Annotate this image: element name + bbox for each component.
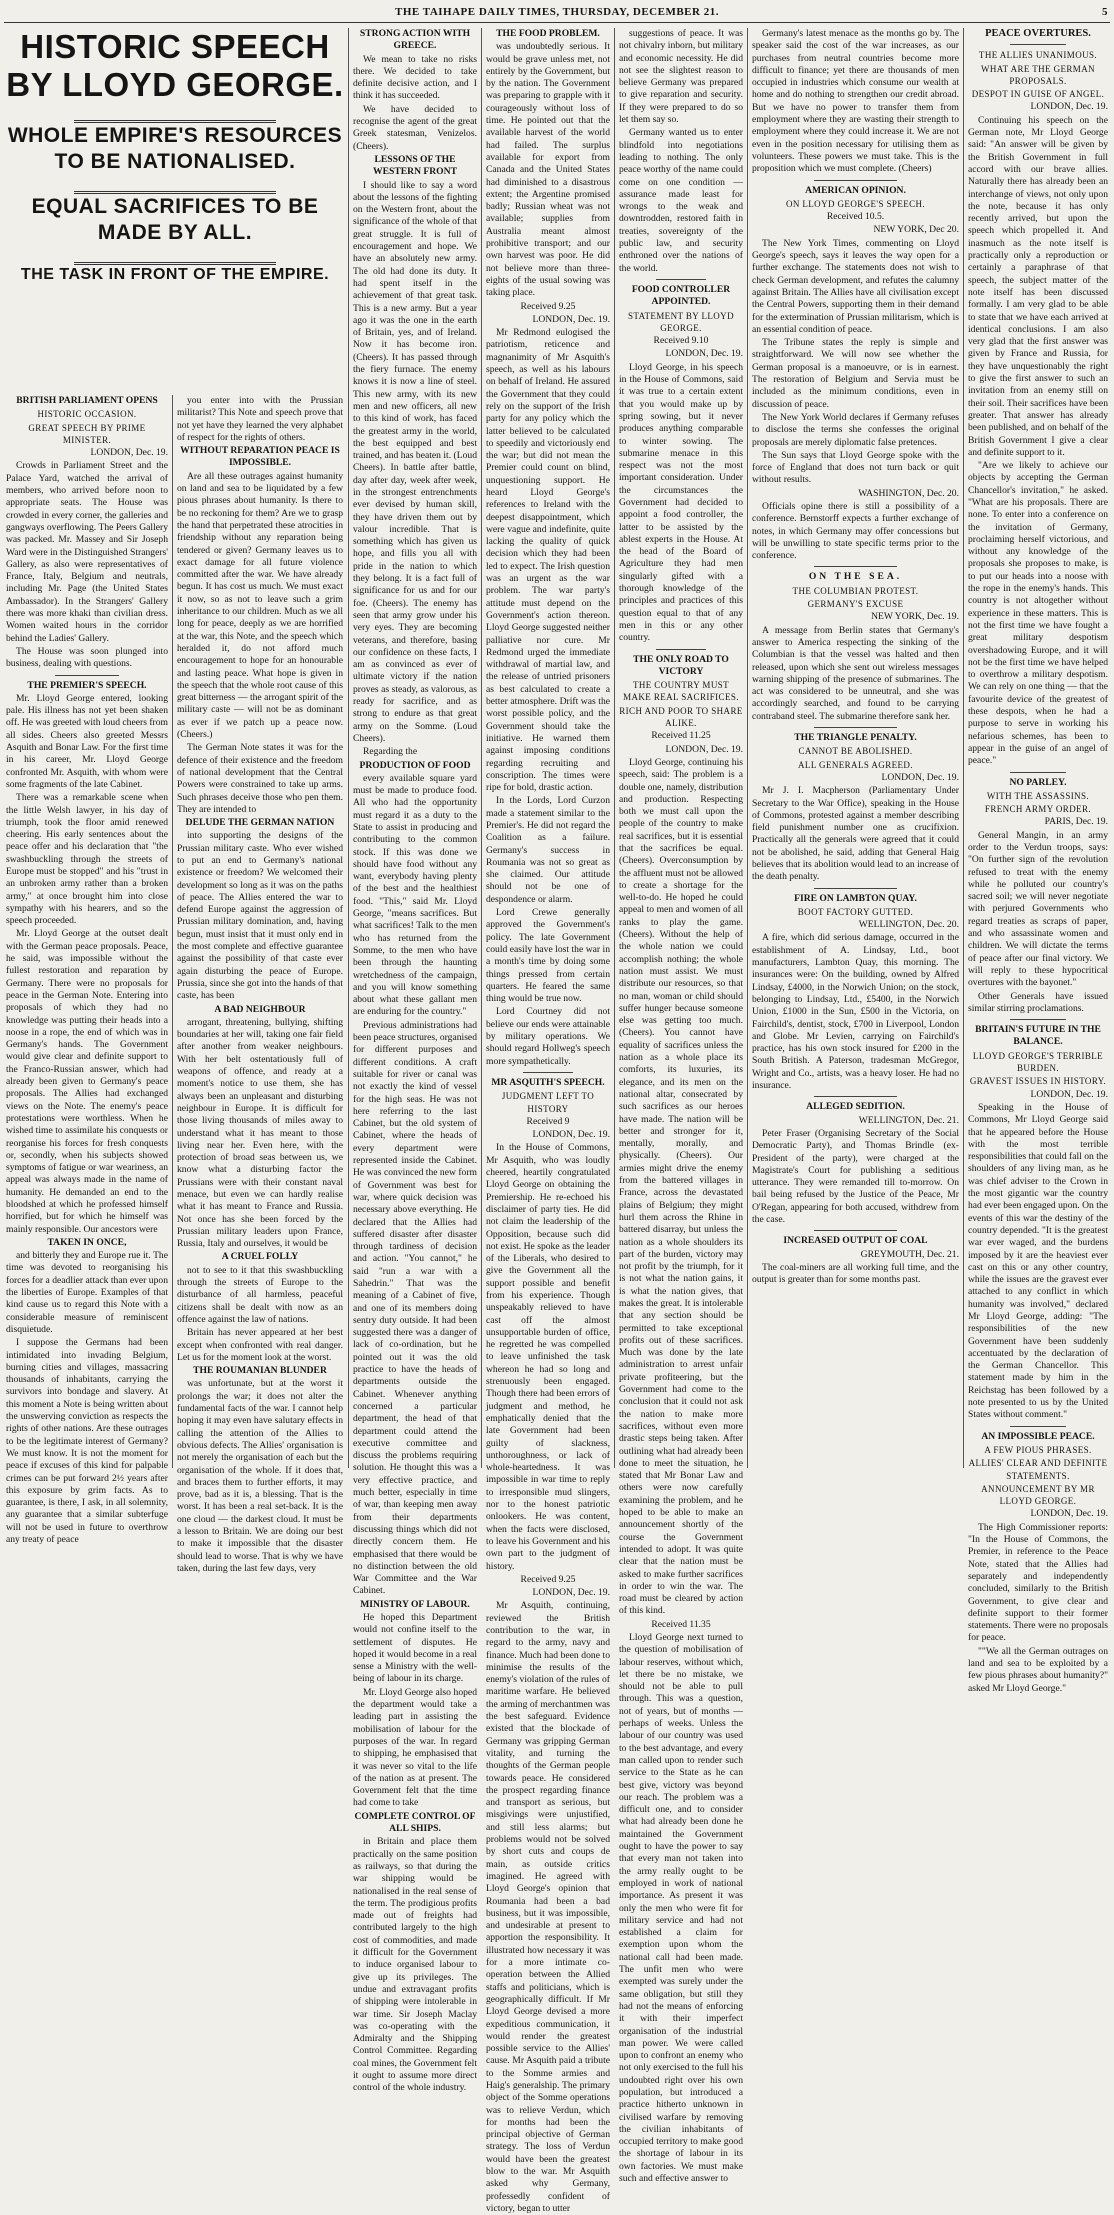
subheading: A FEW PIOUS PHRASES. (984, 1444, 1092, 1455)
paragraph: every available square yard must be made to produce food. All who had the opportunity must regard it as a duty to the State to assist in producing and contributing to the common stock. If this was done we should have food without any want, everybody having plenty of the best and the healthiest food. "This," said Mr. Lloyd George, "means sacrifices. But what sacrifices! Talk to the men who has returned from the Somme, to the men who have been through the haunting wretchedness of the campaign, and you will know something about what these gallant men are enduring for the country." (353, 772, 477, 1018)
dateline: WASHINGTON, Dec. 20. (858, 487, 959, 499)
subheading: ALL GENERALS AGREED. (798, 759, 913, 770)
divider (656, 649, 706, 650)
received-time: Received 10.5. (826, 211, 885, 223)
paragraph: Mr Redmond eulogised the patriotism, reticence and magnanimity of Mr Asquith's speech, as well as his labours on behalf of Ireland. He assured the Government that they could rely on the support of the Irish party for any policy which the latter believed to be calculated to speedily and victoriously end the war; but did not mean the Premier could count on blind, unquestioning support. He heard Lloyd George's references to Ireland with the deepest disappointment, which were vague and indefinite, quite lacking the quality of quick decision which they had been led to expect. The Irish question was an urgent as the war problem. The war party's attitude must depend on the Government's action thereon. Lloyd George suggested neither palliative nor cure. Mr Redmond urged the immediate withdrawal of martial law, and the release of untried prisoners as best calculated to create a better atmosphere. Drift was the worst possible policy, and the Government should take the initiative. He warned them against imposing conditions regarding recruiting and conscription. The times were ripe for bold, drastic action. (486, 327, 610, 794)
section-heading: WITHOUT REPARATION PEACE IS IMPOSSIBLE. (180, 445, 340, 469)
dateline: LONDON, Dec. 19. (90, 447, 168, 459)
section-heading: INCREASED OUTPUT OF COAL (783, 1235, 928, 1247)
paragraph: Lloyd George next turned to the question of mobilisation of labour reserves, without which, let there be no mistake, we should not be able to pull through. This was a question, not of years, but of months — perhaps of weeks. Unless the labour of our country was used to the best advantage, and every man called upon to render such service to the State as he can best give, victory was beyond our reach. The problem was a difficult one, and to consider what had already been done he maintained the Government ought to have the power to say that every man not taken into the army really ought to be employed in work of national importance. As present it was only the men who were fit for military service and had not established a claim for exemption upon whom the national call had been made. The unfit men who were exempted was surely under the same obligation, but still they had not the means of enforcing it with their imperfect organisation of the industrial man power. We were called upon to confront an enemy who not only exercised to the full his undoubted right over his own population, but introduced a practice hitherto unknown in civilised warfare by removing the civilian inhabitants of occupied territory to make good the shortage of labour in its own factories. We must make such and effective answer to (619, 1632, 743, 2185)
subheading: WITH THE ASSASSINS. (986, 790, 1090, 801)
section-heading: LESSONS OF THE WESTERN FRONT (373, 153, 457, 178)
paragraph: We have decided to recognise the agent of the great Greek statesman, Venizelos. (Cheers). (353, 103, 477, 152)
paragraph: Are all these outrages against humanity on land and sea to be liquidated by a few pious phrases about humanity. Is there to be no reckoning for them? Are we to grasp the hand that perpetrated these atrocities in friendship without any reparation being tendered or given? Germany leaves us to exact damage for all future violence committed after the war. We have already begun. It has cost us much. We must exact it now, so as not to leave such a grim inheritance to our children. Much as we all long for peace, deeply as we are horrified at the war, this Note, and the speech which heralded it, do not afford much encouragement to hope for an honourable and lasting peace. What hope is given in the speech that the whole root cause of this great bitterness — the arrogant spirit of the military caste — will not be as dominant as ever if we patch up a peace now. (Cheers.) (177, 470, 343, 741)
paragraph: Previous administrations had been peace structures, organised for different purposes and different conditions. A craft suitable for river or canal was not exactly the kind of vessel for the high seas. He was not here referring to the last Cabinet, but the old system of Cabinet, where the heads of every department were represented inside the Cabinet. He was convinced the new form of Government was best for war, where quick decision was necessary above everything. He declared that the Allies had suffered disaster after disaster through tardiness of decision and action. "You cannot," he said "run a war with a Sahedrin." That was the meaning of a Cabinet of five, and one of its members doing sentry duty outside. It had been suggested there was a danger of lack of co-ordination, but he pointed out it was the old practice to have the heads of departments outside the Cabinet. Whenever anything concerned a particular department, the head of that department could attend the executive committee and discuss the problems requiring solution. He thought this was a very effective practice, and much better, especially in time of war, than keeping men away from their departments discussing things which did not directly concern them. He emphasised that there would be no distinction between the old War Committee and the War Cabinet. (353, 1019, 477, 1597)
paragraph: The High Commissioner reports: "In the House of Commons, the Premier, in reference to the Peace Note, stated that the Allies had separately and independently concluded, similarly to the British Government, to give clear and definite support to their former statements. There were no proposals for peace. (968, 1521, 1108, 1644)
paragraph: not to see to it that this swashbuckling through the streets of Europe to the disturbance of all harmless, peaceful citizens shall be dealt with now as an offence against the law of nations. (177, 1264, 343, 1325)
paragraph: ""We all the German outrages on land and sea to be exploited by a few pious phrases about humanity?" asked Mr Lloyd George." (968, 1645, 1108, 1694)
dateline: PARIS, Dec. 19. (1044, 816, 1108, 828)
section-heading: THE PREMIER'S SPEECH. (27, 679, 147, 691)
paragraph: Germany's latest menace as the months go by. The speaker said the cost of the war increases, as our purchases from neutral countries become more difficult to finance; yet there are thousands of men occupied in industries which consume our wealth at home and do nothing to strengthen our credit abroad. But we have no power to transfer them from employment where they are wasting their strength to employment where they could increase it. We are not even in the position necessary for utilising them as volunteers. These powers we must take. This is the proposition which we must complete. (Cheers) (752, 28, 959, 175)
divider (814, 180, 897, 181)
dateline: GREYMOUTH, Dec. 21. (860, 1248, 959, 1260)
subheading: GREAT SPEECH BY PRIME MINISTER. (28, 422, 146, 445)
deck-headline-2: EQUAL SACRIFICES TO BE MADE BY ALL. (31, 195, 319, 244)
divider (1010, 1426, 1066, 1427)
paragraph: arrogant, threatening, bullying, shifting boundaries at her will, taking one fair field after another from weaker neighbours. With her belt ostentatiously full of weapons of offence, and ready at a moment's notice to use them, she has always been an unpleasant and disturbing neighbour in Europe. It is difficult for those living thousands of miles away to understand what it has meant to those living near her. Even here, with the protection of broad seas between us, we know what a disturbing factor the Prussians were with their constant naval menace, but even we can hardly realise what it has meant to France and Russia. Not once has she been forced by the Prussian military leaders upon France, Russia, Italy and ourselves, it would be (177, 1016, 343, 1250)
section-heading: PEACE OVERTURES. (985, 28, 1091, 39)
top-rule (4, 22, 1110, 23)
paragraph: In the Lords, Lord Curzon made a statement similar to the Premier's. He did not regard the Coalition as a failure. Germany's success in Roumania was not so great as she claimed. Our attitude should not be one of despondence or alarm. (486, 795, 610, 905)
paragraph: Speaking in the House of Commons, Mr Lloyd George said that he appeared before the House with the most terrible responsibilities that could fall on the shoulders of any living man, as he was chief adviser to the Crown in the most gigantic war the country had ever been engaged upon. On the events of this war the destiny of the country depended. "It is the greatest war ever waged, and the burdens imposed by it are the heaviest ever cast on this or any other country, while the issues are the gravest ever attached to any conflict in which humanity was involved," declared Mr Lloyd George, adding: "The responsibilities of the new Government have been suddenly accentuated by the declaration of the German Chancellor. This statement made by him in the Reichstag has been followed by a note presented to us by the United States without comment." (968, 1101, 1108, 1421)
received-time: Received 9.25 (520, 300, 576, 312)
paragraph: was undoubtedly serious. It would be grave unless met, not entirely by the Government, but by the nation. The Government was preparing to grapple with it courageously without loss of time. He pointed out that the available harvest of the world had failed. The surplus available for export from Canada and the United States had diminished to a disastrous extent; the Argentine promised badly; Russian wheat was not available; supplies from Australia meant almost prohibitive transport; and our own harvest was poor. He did not believe more than three-eights of the usual sowing was taking place. (486, 41, 610, 299)
divider (814, 727, 897, 728)
dateline: LONDON, Dec. 19. (532, 1587, 610, 1599)
paragraph: The New York World declares if Germany refuses to disclose the terms she confesses the original proposals are merely diplomatic false pretences. (752, 411, 959, 448)
divider (814, 888, 897, 889)
column-rule (747, 28, 748, 1468)
paragraph: Lloyd George, in his speech in the House of Commons, said it was true to a certain extent that you would make up by spring sowing, but it never produces anything comparable to winter sowing. The submarine menace in this respect was not the most important consideration. Under the circumstances the Government had decided to appoint a food controller, the latter to be assisted by the ablest experts in the House. At the head of the Board of Agriculture they had men singularly gifted with a thorough knowledge of the principles and practices of this question equal to that of any men in this or any other country. (619, 361, 743, 644)
section-heading: MR ASQUITH'S SPEECH. (491, 1076, 605, 1088)
column-3 (177, 395, 343, 1574)
divider (1010, 44, 1066, 45)
paragraph: Mr Asquith, continuing, reviewed the British contribution to the war, in regard to the army, navy and finance. Much had been done to minimise the results of the enemy's violation of the rules of maritime warfare. He believed the arming of merchantmen was the best safeguard. Evidence existed that the blockade of Germany was gripping German vitality, and turning the thoughts of the German people towards peace. He considered the prospect regarding finance and transport as serious, but misgivings were unjustified, and still less alarms; but problems would not be solved by short cuts and coups de main, as outside critics imagined. He agreed with Lloyd George's opinion that Roumania had been a bad business, but it was impossible, and undesirable at present to apportion the responsibility. It illustrated how necessary it was for a more intimate co-operation between the Allied staffs and politicians, which is geographically difficult. If Mr Lloyd George devised a more expeditious communication, it would render the greatest possible service to the Allies' cause. Mr Asquith paid a tribute to the Somme armies and Haig's generalship. The primary object of the Somme operations was to relieve Verdun, which for months had been the principal objective of German strategy. The loss of Verdun would have been the greatest blow to the war. Mr Asquith asked why Germany, professedly confident of victory, began to utter (486, 1600, 610, 2214)
dateline: NEW YORK, Dec. 19. (871, 611, 959, 623)
section-heading: A CRUEL FOLLY (221, 1251, 299, 1263)
column-rule (614, 28, 615, 1468)
section-heading: NO PARLEY. (1009, 776, 1067, 788)
section-heading: THE FOOD PROBLEM. (496, 28, 600, 39)
column-7 (752, 28, 959, 1468)
section-heading: STRONG ACTION WITH GREECE. (359, 28, 471, 52)
divider (814, 1230, 897, 1231)
column-2 (6, 395, 168, 1546)
received-time: Received 9.10 (653, 335, 709, 347)
section-heading: ON THE SEA. (808, 571, 903, 583)
section-heading: BRITISH PARLIAMENT OPENS (16, 395, 158, 406)
dateline: LONDON, Dec. 19. (532, 1129, 610, 1141)
section-heading: THE ROUMANIAN BLUNDER (193, 1365, 327, 1377)
paragraph: Mr. Lloyd George also hoped the department would take a leading part in assisting the mobilisation of labour for the purposes of the war. In regard to shipping, he emphasised that it was never so vital to the life of the nation as at present. The Government felt that the time had come to take (353, 1686, 477, 1809)
divider (1010, 1019, 1066, 1020)
subheading: RICH AND POOR TO SHARE ALIKE. (619, 705, 743, 729)
received-time: Received 9.25 (520, 1573, 576, 1585)
paragraph: "Are we likely to achieve our objects by accepting the German Chancellor's invitation," he asked. "What are his proposals. There are none. To enter into a conference on the invitation of Germany, proclaiming herself victorious, and without any knowledge of the proposals she proposes to make, is to put our heads into a noose with the rope in the enemy's hands. This country is not altogether without experience in these matters. This is not the first time we have fought a great military despotism overshadowing Europe, and it will not be the first time we have helped to overthrow a military despotism. We can rely on one thing — that the favourite device of the greatest of these despots, when he had a purpose to serve in working his nefarious schemes, has been to appear in the guise of an angel of peace." (968, 460, 1108, 767)
received-time: Received 11.35 (651, 1618, 711, 1630)
paragraph: I suppose the Germans had been intimidated into invading Belgium, burning cities and villages, massacring thousands of inhabitants, carrying the survivors into bondage and slavery. At this moment a Note is being written about the unswerving conviction as respects the rights of other nations. Are these outrages to be the legitimate interest of Germany? We must know. It is not the moment for peace if excuses of this kind for palpable crimes can be put forward 2½ years after this exposure by grim facts. As to guarantee, is there, I ask, in all solemnity, any guarantee that a similar subterfuge will not be used in future to overthrow any treaty of peace (6, 1337, 168, 1546)
paragraph: A message from Berlin states that Germany's answer to America respecting the sinking of the Columbian is that the vessel was halted and then released, upon which she sent out wireless messages warning shipping of the presence of submarines. The act was considered to be unneutral, and she was accordingly searched, and found to be carrying contraband steel. The submarine therefore sank her. (752, 624, 959, 722)
subheading: LLOYD GEORGE'S TERRIBLE BURDEN. (972, 1050, 1104, 1074)
subheading: WHAT ARE THE GERMAN PROPOSALS. (980, 63, 1096, 86)
paragraph: in Britain and place them practically on the same position as railways, so that during the war shipping would be nationalised in the real sense of the term. The prodigious profits made out of freights had contributed largely to the high cost of commodities, and made it difficult for the Government to induce organised labour to give up its privileges. The undue and extravagant profits of shipping were intolerable in war time. Sir Joseph Maclay was co-operating with the Admiralty and the Shipping Control Committee. Regarding coal mines, the Government felt it ought to assume more direct control of the whole industry. (353, 1836, 477, 2094)
subheading: ANNOUNCEMENT BY MR LLOYD GEORGE. (981, 1483, 1095, 1507)
dateline: WELLINGTON, Dec. 21. (858, 1114, 959, 1126)
subheading: CANNOT BE ABOLISHED. (798, 746, 913, 757)
masthead (0, 4, 1114, 22)
column-rule (481, 28, 482, 1468)
deck-headline-3: THE TASK IN FRONT OF THE EMPIRE. (20, 266, 330, 283)
paragraph: Regarding the (363, 746, 418, 758)
section-heading: ALLEGED SEDITION. (806, 1101, 905, 1113)
subheading: ALLIES' CLEAR AND DEFINITE STATEMENTS. (968, 1458, 1108, 1481)
paragraph: Mr. Lloyd George entered, looking pale. His illness has not yet been shaken off. He was greeted with loud cheers from all sides. Cheers also greeted Messrs Asquith and Bonar Law. For the first time in his career, Mr. Lloyd George confronted Mr. Asquith, with whom were some fragments of the late Cabinet. (6, 692, 168, 790)
paragraph: was unfortunate, but at the worst it prolongs the war; it does not alter the fundamental facts of the war. I cannot help hoping it may even have salutary effects in calling the attention of the Allies to obvious defects. The Allies' organisation is not merely the organisation of each but the organisation of the whole. If it does that, and braces them to further efforts, it may prove, bad as it is, a blessing. That is the worst. It has been a real set-back. It is the one cloud — the darkest cloud. It must be a lesson to Britain. We are doing our best to make it impossible that the disaster should lead to worse. That is why we have taken, during the last few days, very (177, 1378, 343, 1574)
paragraph: The New York Times, commenting on Lloyd George's speech, says it leaves the way open for a further exchange. The statements does not wish to check German development, and refutes the calumny against Britain. The Allies have all civilisation except the Central Powers, supporting them in their demand for the extermination of Prussian militarism, which is an essential condition of peace. (752, 237, 959, 335)
dateline: WELLINGTON, Dec. 20. (858, 919, 959, 931)
paragraph: Lord Crewe generally approved the Government's policy. The late Government could easily have lost the war in a month's time by doing some things pressed from certain quarters. He feared the same thing would be true now. (486, 907, 610, 1005)
column-rule (172, 395, 173, 1468)
column-6 (619, 28, 743, 2185)
dateline: LONDON, Dec. 19. (532, 313, 610, 325)
paragraph: There was a remarkable scene when the little Welsh lawyer, in his day of triumph, took the floor amid renewed cheering. His early sentences about the peace offer and his declaration that "the swashbuckling through the streets of Europe must be stopped" and his "trust in an unbroken army rather than a broken army," at once brought him into close sympathy with his hearers, and so the speech proceeded. (6, 792, 168, 927)
paragraph: A fire, which did serious damage, occurred in the establishment of A. Lindsay, Ltd., boot manufacturers, Lambton Quay, this morning. The insurances were: On the building, owned by Alfred Lindsay, £4000, in the Norwich Union; on the stock, belonging to Lindsay, Ltd., £5400, in the Norwich Union, £1000 in the Sun, £500 in the Victoria, on Fairchild's, dentist, stock, £700 in Liverpool, London and Globe. Mr Levien, carrying on Fairchild's practice, has his own stock insured for £200 in the South British. A Paterson, tradesman McGregor, Wright and Co., artists, was a heavy loser. He had no insurance. (752, 932, 959, 1092)
subheading: THE COLUMBIAN PROTEST. (792, 585, 919, 596)
column-4 (353, 28, 477, 2094)
paragraph: Germany wanted us to enter blindfold into negotiations leading to nothing. The only peace worthy of the name could come on one condition — assurance made least for wrongs to the weak and downtrodden, restored faith in treaties, sovereignty of the public law, and security enthroned over the nations of the world. (619, 127, 743, 274)
subheading: HISTORIC OCCASION. (37, 409, 137, 420)
section-heading: THE ONLY ROAD TO VICTORY (633, 653, 729, 677)
paragraph: General Mangin, in an army order to the Verdun troops, says: "On further sign of the revolution refused to treat with the enemy while he polluted our country's sacred soil; we will never negotiate with perjured Governments who regard treaties as scraps of paper, and who assassinate women and children. We will dictate the terms of peace after our final victory. We will reply to these hypocritical overtures with the bayonet." (968, 829, 1108, 989)
divider (523, 1072, 573, 1073)
section-heading: FIRE ON LAMBTON QUAY. (794, 892, 917, 904)
page-number: 5 (1102, 6, 1108, 18)
paragraph: Officials opine there is still a possibility of a conference. Bernstorff expects a further exchange of notes, in which Germany may offer concessions but will be unwilling to state specific terms prior to the conference. (752, 500, 959, 562)
dateline: LONDON, Dec. 19. (665, 743, 743, 755)
section-heading: TAKEN IN ONCE, (47, 1236, 127, 1248)
subheading: BOOT FACTORY GUTTED. (797, 906, 914, 917)
paragraph: We mean to take no risks there. We decided to take definite decisive action, and I think it has succeeded. (353, 53, 477, 102)
dateline: LONDON, Dec. 19. (665, 348, 743, 360)
dateline: LONDON, Dec. 19. (1030, 101, 1108, 113)
subheading: STATEMENT BY LLOYD GEORGE. (628, 310, 734, 333)
paragraph: I should like to say a word about the lessons of the fighting on the Western front, about the significance of the whole of that great struggle. It is full of encouragement and hope. We have an absolutely new army. The old had done its duty. It had spent itself in the achievement of that great task. This is a new army. But a year ago it was the one in the earth of Britain, yes, and of Ireland. Now it has become iron. (Cheers). It has passed through the fiery furnace. The enemy knows it is now a line of steel. This new army, with its new men and new officers, all new to this kind of work, has faced the greatest army in the world, the best equipped and best trained, and has beaten it. (Loud Cheers). In battle after battle, day after day, week after week, in the strongest entrenchments ever devised by human skill, they have driven them out by valour incredible. That is something which has given us hope, and fills you all with pride in the nation to which they belong. It is a fact full of significance for us and for our foe. (Cheers). The enemy has seen that army grow under his very eyes. They are becoming veterans, and therefore, basing our confidence on these facts, I am as convinced as ever of ultimate victory if the nation proves as steady, as valorous, as ready for sacrifice, and as strong to endure as that great army on the Somme. (Loud Cheers). (353, 179, 477, 744)
section-heading: DELUDE THE GERMAN NATION (185, 817, 335, 829)
subheading: THE ALLIES UNANIMOUS. (978, 50, 1098, 61)
column-rule (963, 28, 964, 1468)
main-headline: HISTORIC SPEECH BY LLOYD GEORGE. (6, 28, 344, 103)
paragraph: In the House of Commons, Mr Asquith, who was loudly cheered, heartily congratulated Lloyd George on obtaining the Premiership. He re-echoed his disclaimer of party ties. He did not claim the leadership of the Opposition, because such did not exist. He spoke as the leader of the Liberals, who desired to give the Government all the support possible and benefit from his experience. Though unspeakably relieved to have cast off the almost unsupportable burden of office, he regretted he was compelled to leave unfinished the task whereon he had so long and strenuously been engaged. Though there had been errors of judgment and method, he emphatically denied that the late Government had been guilty of slackness, unthoroughness, or lack of whole-heartedness. It was impossible in war time to reply to irresponsible mud slingers, nor to the honest patriotic onlookers. He was content, when the facts were disclosed, to leave his Government and his own part to the judgment of history. (486, 1142, 610, 1572)
subheading: FRENCH ARMY ORDER. (984, 804, 1092, 815)
section-heading: A BAD NEIGHBOUR (214, 1003, 306, 1015)
divider (814, 566, 897, 567)
divider (1010, 772, 1066, 773)
paragraph: Britain has never appeared at her best except when confronted with real danger. Let us for the moment look at the worst. (177, 1327, 343, 1363)
section-heading: BRITAIN'S FUTURE IN THE BALANCE. (975, 1024, 1101, 1048)
section-heading: MINISTRY OF LABOUR. (360, 1598, 470, 1610)
paragraph: The coal-miners are all working full time, and the output is greater than for some months past. (752, 1261, 959, 1286)
paragraph: Lord Courtney did not believe our ends were attainable by military operations. We should regard Hollweg's speech more sympathetically. (486, 1006, 610, 1067)
divider (55, 675, 120, 676)
subheading: THE COUNTRY MUST MAKE REAL SACRIFICES. (623, 680, 739, 703)
paragraph: Mr. Lloyd George at the outset dealt with the German peace proposals. Peace, he said, was impossible without the fullest restoration and reparation by Germany. There were no proposals for peace in the German Note. Entering into proposals of which they had no knowledge was putting their heads into a noose in a rope, the end of which was in Germany's hands. The Government would give clear and definite support to the Franco-Russian answer, which had already been given to Germany's peace proposals. The Allies had exchanged views on the Note. The enemy's peace protestations were worthless. When he wished time to assimilate his conquests or reorganise his forces for fresh conquests or, secondly, when his subjects showed symptoms of fatigue or war weariness, an appeal was always made in the name of humanity. He demanded an end to the bloodshed at which he professed himself horrified, but for which he himself was mainly responsible. Our ancestors were (6, 928, 168, 1235)
received-time: Received 11.25 (651, 730, 711, 742)
paragraph: Peter Fraser (Organising Secretary of the Social Democratic Party), and Thomas Brindle (ex-President of the party), were charged at the Magistrate's Court for publishing a seditious utterance. They were remanded till to-morrow. On bail being refused by the Justice of the Peace, Mr O'Regan, appearing for both accused, withdrew from the case. (752, 1127, 959, 1226)
paragraph: The Sun says that Lloyd George spoke with the force of England that does not turn back or quit without results. (752, 449, 959, 486)
subheading: JUDGMENT LEFT TO HISTORY (501, 1091, 595, 1114)
paragraph: Crowds in Parliament Street and the Palace Yard, watched the arrival of members, who arrived before noon to appropriate seats. The House was crowded in every corner, the galleries and gangways overflowing. The Peers Gallery was packed. Mr. Massey and Sir Joseph Ward were in the Distinguished Strangers' Gallery, as also were representatives of France, Italy, Belgium and neutrals, including Mr. Page (the United States Ambassador). In the Strangers' Gallery there was more khaki than civilian dress. Women waited hours in the corridor behind the Ladies' Gallery. (6, 460, 168, 644)
received-time: Received 9 (526, 1115, 570, 1127)
paragraph: Mr J. I. Macpherson (Parliamentary Under Secretary to the War Office), speaking in the House of Commons, protested against a member describing field punishment number one as crucifixion. Practically all the generals were agreed that it could not be abolished, he said, adding that General Haig believes that its abolition would lead to an increase of the death penalty. (752, 785, 959, 883)
paragraph: Lloyd George, continuing his speech, said: The problem is a double one, namely, distribution and production. Respecting both we must call upon the people of the country to make real sacrifices, but it is essential that the sacrifices be equal. (Cheers). Overconsumption by the affluent must not be allowed to create a shortage for the well-to-do. He hoped he could appeal to men and women of all ranks to play the game. (Cheers). Without the help of the whole nation we could accomplish nothing; the whole nation must assist. We must distribute our resources, so that no man, woman or child should suffer hunger because someone else was getting too much. (Cheers). You cannot have equality of sacrifices unless the nation as a whole place its comforts, its luxuries, its elegance, and its men on the national altar, consecrated by such sacrifices as our heroes have made. The nation will be better and stronger for it, mentally, morally, and physically. (Cheers). Our armies might drive the enemy from the battered villages in France, across the devastated plains of Belgium; they might hurl them across the Rhine in battered disarray, but unless the nation as a whole shoulders its part of the burden, victory may not profit by the triumph, for it is not what the nation gains, it is what the nation gives, that makes the great. It is intolerable that any section should be permitted to take exceptional profits out of these sacrifices. Much was done by the late administration to arrest unfair private profiteering, but the Government had come to the conclusion that it could not ask the nation to make more sacrifices, without even more drastic steps being taken. After outlining what had already been done to meet the situation, he stated that Mr Bonar Law and others were now carefully examining the problem, and he hoped to be able to make an announcement shortly of the course the Government intended to adopt. It was quite clear that the nation must be asked to make further sacrifices in order to win the war. The road must be cleared by action of this kind. (619, 756, 743, 1617)
masthead-title: THE TAIHAPE DAILY TIMES, THURSDAY, DECEMBER 21. (395, 6, 719, 18)
subheading: DESPOT IN GUISE OF ANGEL. (971, 89, 1105, 100)
paragraph: Other Generals have issued similar stirring proclamations. (968, 990, 1108, 1014)
paragraph: you enter into with the Prussian militarist? This Note and speech prove that not yet have they learned the very alphabet of respect for the rights of others. (177, 395, 343, 443)
column-5 (486, 28, 610, 2214)
divider (814, 1096, 897, 1097)
subheading: GRAVEST ISSUES IN HISTORY. (969, 1076, 1107, 1087)
paragraph: The Tribune states the reply is simple and straightforward. We will now see whether the German proposal is a manoeuvre, or is in earnest. The restoration of Belgium and Servia must be included as the minimum conditions, even in discussion of peace. (752, 337, 959, 410)
paragraph: The German Note states it was for the defence of their existence and the freedom of national development that the Central Powers were constrained to take up arms. Such phrases deceive those who pen them. They are intended to (177, 742, 343, 815)
subheading: ON LLOYD GEORGE'S SPEECH. (785, 198, 926, 209)
section-heading: AN IMPOSSIBLE PEACE. (981, 1430, 1095, 1442)
section-heading: THE TRIANGLE PENALTY. (794, 732, 917, 744)
deck-headline-1: WHOLE EMPIRE'S RESOURCES TO BE NATIONALISED. (7, 124, 343, 173)
section-heading: FOOD CONTROLLER APPOINTED. (631, 283, 731, 308)
paragraph: Continuing his speech on the German note, Mr Lloyd George said: "An answer will be given by the British Government in full accord with our brave allies. Naturally there has already been an interchange of views, not only upon the note, because it has only recently arrived, but upon the speech which propelled it. And inasmuch as the note itself is practically only a reproduction or certainly a paraphrase of that speech, the subject matter of the note itself has been discussed formally. I am very glad to be able to state that we have each arrived at identical conclusions. I am also very glad that the first answer was given by France and Russia, for they have unquestionably the right to give the first answer to such an invitation from an enemy still on their soil. Their sacrifices have been greater. That answer has already been published, and on behalf of the British Government I give a clear and definite support to it. (968, 114, 1108, 458)
divider (656, 279, 706, 280)
paragraph: into supporting the designs of the Prussian military caste. Who ever wished to put an end to Germany's national existence or freedom? We welcomed their development so long as it was on the paths of peace. The Allies entered the war to defend Europe against the aggression of Prussian military domination, and, having begun, must insist that it must only end in the most complete and effective guarantee against the possibility of that caste ever again disturbing the peace of Europe. Prussia, since she got into the hands of that caste, has been (177, 830, 343, 1002)
section-heading: AMERICAN OPINION. (805, 184, 906, 196)
paragraph: The House was soon plunged into business, dealing with questions. (6, 645, 168, 670)
dateline: NEW YORK, Dec 20. (873, 224, 959, 236)
subheading: GERMANY'S EXCUSE (807, 599, 904, 610)
paragraph: He hoped this Department would not confine itself to the settlement of disputes. He hoped it would become in a real sense a Ministry with the well-being of labour in its charge. (353, 1612, 477, 1685)
dateline: LONDON, Dec. 19. (1030, 1508, 1108, 1520)
column-rule (348, 28, 349, 1468)
dateline: LONDON, Dec. 19. (1030, 1088, 1108, 1100)
paragraph: suggestions of peace. It was not chivalry inborn, but military and economic necessity. He did not see the slightest reason to believe Germany was prepared to give reparation and security. If they were prepared to do so let them say so. (619, 28, 743, 126)
dateline: LONDON, Dec. 19. (881, 771, 959, 783)
paragraph: and bitterly they and Europe rue it. The time was devoted to reorganising his forces for a deadlier attack than ever upon the liberties of Europe. Examples of that kind cause us to regard this Note with a considerable measure of reminiscent disquietude. (6, 1250, 168, 1335)
headline-block (6, 28, 344, 388)
column-8 (968, 28, 1108, 1694)
section-heading: COMPLETE CONTROL OF ALL SHIPS. (354, 1810, 476, 1835)
section-heading: PRODUCTION OF FOOD (359, 759, 471, 771)
